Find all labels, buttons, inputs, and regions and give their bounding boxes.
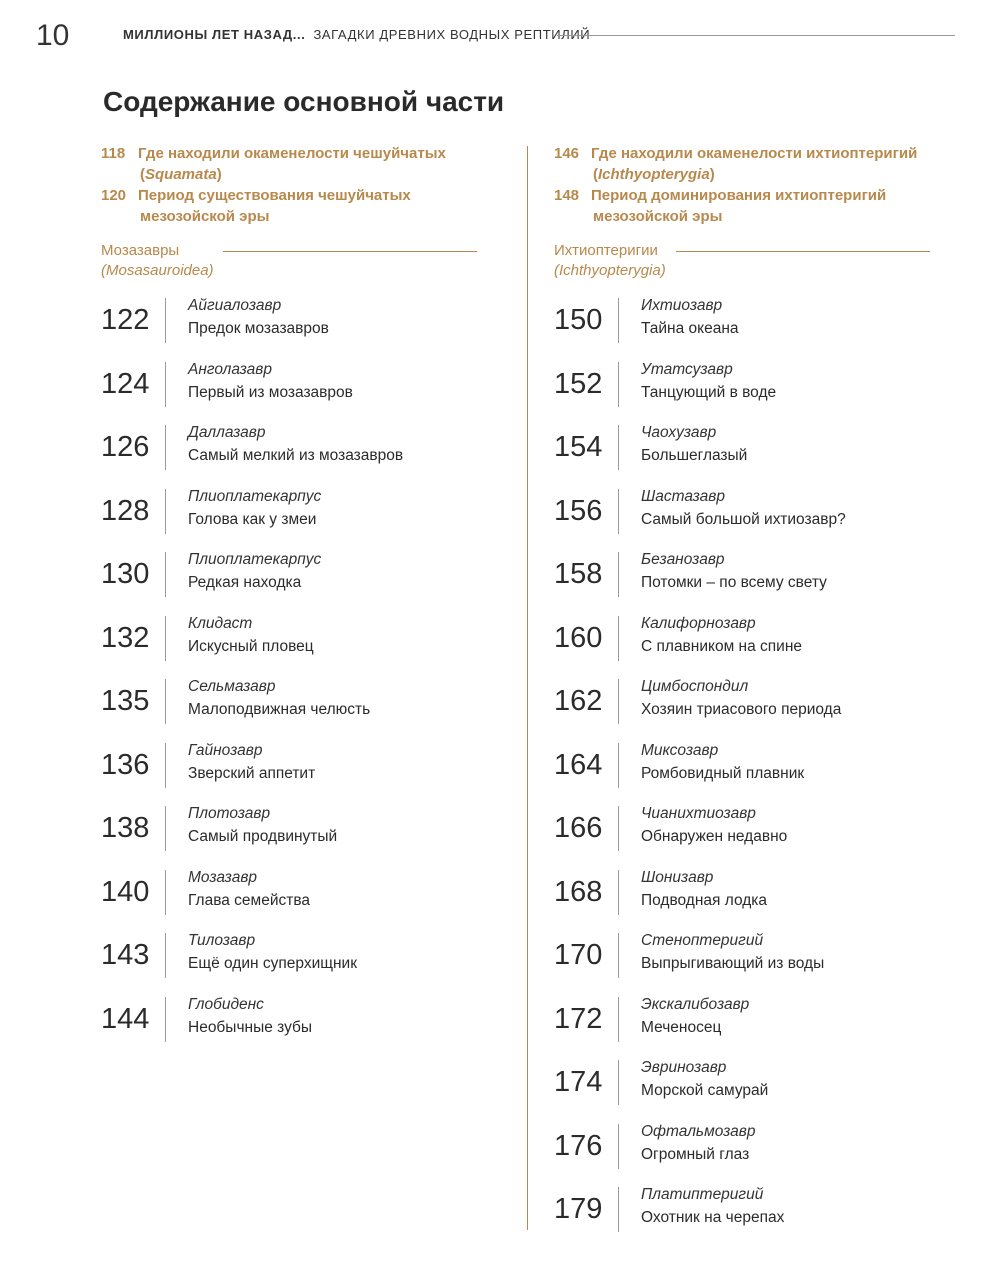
toc-entry[interactable] bbox=[554, 1186, 964, 1250]
entry-name: Плиоплатекарпус bbox=[188, 551, 322, 568]
entry-subtitle: Морской самурай bbox=[641, 1082, 769, 1099]
entry-name: Ихтиозавр bbox=[641, 297, 723, 314]
toc-entry[interactable] bbox=[554, 678, 964, 742]
intro-text-cont bbox=[554, 164, 964, 185]
entry-name: Глобиденс bbox=[188, 995, 264, 1013]
entry-page: 126 bbox=[101, 431, 150, 463]
entry-subtitle: Танцующий в воде bbox=[641, 383, 777, 401]
entry-page: 166 bbox=[554, 812, 603, 844]
toc-entry[interactable] bbox=[101, 742, 511, 806]
toc-entry[interactable] bbox=[101, 869, 511, 933]
entry-subtitle: Малоподвижная челюсть bbox=[188, 701, 371, 718]
toc-entry[interactable] bbox=[554, 488, 964, 552]
section-heading bbox=[101, 241, 511, 285]
intro-link[interactable] bbox=[554, 185, 964, 227]
entry-page: 124 bbox=[101, 367, 150, 400]
entry-divider bbox=[165, 933, 166, 978]
toc-entry[interactable] bbox=[101, 424, 511, 488]
intro-page: 120 bbox=[101, 187, 127, 204]
entry-page: 150 bbox=[554, 304, 603, 336]
toc-entry[interactable] bbox=[554, 742, 964, 806]
entry-divider bbox=[165, 870, 166, 915]
entry-name: Эвринозавр bbox=[641, 1059, 727, 1076]
entry-page: 136 bbox=[101, 748, 150, 781]
intro-link[interactable] bbox=[554, 143, 964, 185]
toc-entry[interactable] bbox=[554, 932, 964, 996]
entry-subtitle: Тайна океана bbox=[641, 320, 739, 337]
toc-entry[interactable] bbox=[101, 551, 511, 615]
entry-name: Калифорнозавр bbox=[641, 614, 756, 632]
entry-divider bbox=[165, 425, 166, 470]
section-latin: (Mosasauroidea) bbox=[101, 262, 214, 279]
entry-subtitle: Меченосец bbox=[641, 1018, 722, 1036]
entry-name: Чианихтиозавр bbox=[641, 805, 756, 822]
toc-entry[interactable] bbox=[101, 996, 511, 1060]
intro-cont-text: мезозойской эры bbox=[593, 208, 723, 225]
toc-entry[interactable] bbox=[554, 551, 964, 615]
toc-entry[interactable] bbox=[554, 1123, 964, 1187]
right-column bbox=[554, 143, 964, 1250]
intro-text: Где находили окаменелости чешуйчатых bbox=[138, 145, 446, 162]
entry-subtitle: Самый мелкий из мозазавров bbox=[188, 447, 404, 464]
intro-text: Период доминирования ихтиоптеригий bbox=[591, 187, 887, 204]
entry-divider bbox=[618, 425, 619, 470]
entry-name: Клидаст bbox=[188, 614, 253, 632]
entry-subtitle: Зверский аппетит bbox=[188, 764, 316, 782]
entry-subtitle: Ромбовидный плавник bbox=[641, 764, 805, 782]
intro-text: Период существования чешуйчатых bbox=[138, 187, 411, 204]
entry-name: Шонизавр bbox=[641, 868, 714, 886]
entry-page: 160 bbox=[554, 621, 603, 654]
entry-name: Цимбоспондил bbox=[641, 678, 749, 695]
toc-entry[interactable] bbox=[554, 424, 964, 488]
intro-cont-text: мезозойской эры bbox=[140, 208, 270, 225]
entry-page: 138 bbox=[101, 812, 150, 844]
entry-list bbox=[554, 297, 964, 1250]
entry-name: Мозазавр bbox=[188, 868, 258, 886]
toc-entry[interactable] bbox=[101, 361, 511, 425]
entry-name: Тилозавр bbox=[188, 932, 256, 949]
entry-divider bbox=[165, 489, 166, 534]
entry-divider bbox=[618, 870, 619, 915]
intro-text-cont bbox=[101, 164, 511, 185]
toc-entry[interactable] bbox=[554, 1059, 964, 1123]
entry-page: 162 bbox=[554, 685, 603, 717]
entry-divider bbox=[165, 679, 166, 724]
entry-divider bbox=[618, 933, 619, 978]
intro-links bbox=[554, 143, 964, 229]
page-title: Содержание основной части bbox=[103, 86, 505, 117]
entry-divider bbox=[165, 362, 166, 407]
intro-text-cont bbox=[554, 206, 964, 227]
book-subtitle: ЗАГАДКИ ДРЕВНИХ ВОДНЫХ РЕПТИЛИЙ bbox=[313, 27, 591, 42]
toc-entry[interactable] bbox=[101, 488, 511, 552]
entry-name: Безанозавр bbox=[641, 551, 725, 568]
entry-divider bbox=[618, 1187, 619, 1232]
entry-name: Анголазавр bbox=[188, 360, 273, 378]
toc-entry[interactable] bbox=[101, 297, 511, 361]
entry-subtitle: Редкая находка bbox=[188, 574, 302, 591]
entry-divider bbox=[618, 1124, 619, 1169]
entry-page: 164 bbox=[554, 748, 603, 781]
entry-name: Экскалибозавр bbox=[641, 995, 750, 1013]
intro-latin: Squamata bbox=[145, 166, 217, 183]
entry-subtitle: Самый продвинутый bbox=[188, 828, 338, 845]
entry-subtitle: Искусный пловец bbox=[188, 637, 314, 655]
entry-divider bbox=[618, 552, 619, 597]
entry-subtitle: Выпрыгивающий из воды bbox=[641, 955, 825, 972]
entry-name: Стеноптеригий bbox=[641, 932, 764, 949]
left-column bbox=[101, 143, 511, 1059]
entry-subtitle: Потомки – по всему свету bbox=[641, 574, 827, 591]
entry-page: 154 bbox=[554, 431, 603, 463]
entry-divider bbox=[618, 679, 619, 724]
entry-subtitle: Огромный глаз bbox=[641, 1145, 750, 1163]
entry-divider bbox=[165, 806, 166, 851]
intro-page: 146 bbox=[554, 145, 580, 162]
entry-divider bbox=[165, 552, 166, 597]
entry-page: 143 bbox=[101, 939, 150, 971]
entry-page: 172 bbox=[554, 1002, 603, 1035]
toc-entry[interactable] bbox=[554, 297, 964, 361]
entry-page: 156 bbox=[554, 494, 603, 527]
paren: ( bbox=[593, 166, 598, 183]
page-number: 10 bbox=[36, 19, 70, 52]
entry-subtitle: Хозяин триасового периода bbox=[641, 701, 842, 718]
book-title: МИЛЛИОНЫ ЛЕТ НАЗАД... bbox=[123, 27, 306, 42]
intro-page: 118 bbox=[101, 145, 126, 162]
entry-subtitle: Обнаружен недавно bbox=[641, 828, 788, 845]
section-heading bbox=[554, 241, 964, 285]
entry-subtitle: Голова как у змеи bbox=[188, 510, 317, 528]
entry-divider bbox=[618, 997, 619, 1042]
entry-name: Плиоплатекарпус bbox=[188, 487, 322, 505]
entry-name: Миксозавр bbox=[641, 741, 719, 759]
intro-page: 148 bbox=[554, 187, 580, 204]
intro-links bbox=[101, 143, 511, 229]
entry-subtitle: Ещё один суперхищник bbox=[188, 955, 357, 972]
entry-subtitle: С плавником на спине bbox=[641, 637, 803, 655]
entry-page: 158 bbox=[554, 558, 603, 590]
entry-name: Шастазавр bbox=[641, 487, 726, 505]
entry-subtitle: Большеглазый bbox=[641, 447, 748, 464]
entry-name: Чаохузавр bbox=[641, 424, 717, 441]
entry-page: 130 bbox=[101, 558, 150, 590]
entry-page: 176 bbox=[554, 1129, 603, 1162]
entry-name: Платиптеригий bbox=[641, 1186, 764, 1203]
toc-entry[interactable] bbox=[554, 615, 964, 679]
entry-name: Сельмазавр bbox=[188, 678, 276, 695]
entry-page: 152 bbox=[554, 367, 603, 400]
entry-page: 140 bbox=[101, 875, 150, 908]
toc-entry[interactable] bbox=[554, 869, 964, 933]
intro-latin: Ichthyopterygia bbox=[598, 166, 710, 183]
section-rule bbox=[223, 251, 477, 252]
entry-name: Офтальмозавр bbox=[641, 1122, 756, 1140]
entry-list bbox=[101, 297, 511, 1059]
section-rule bbox=[676, 251, 930, 252]
toc-entry[interactable] bbox=[101, 932, 511, 996]
entry-subtitle: Необычные зубы bbox=[188, 1018, 313, 1036]
entry-name: Утатсузавр bbox=[641, 360, 733, 378]
intro-link[interactable] bbox=[101, 143, 511, 185]
paren: ) bbox=[709, 166, 715, 183]
header-rule bbox=[557, 35, 955, 36]
entry-subtitle: Охотник на черепах bbox=[641, 1209, 785, 1226]
entry-subtitle: Подводная лодка bbox=[641, 891, 768, 909]
entry-name: Плотозавр bbox=[188, 805, 271, 822]
section-title: Ихтиоптеригии bbox=[554, 242, 658, 259]
entry-divider bbox=[165, 743, 166, 788]
entry-divider bbox=[618, 298, 619, 343]
section-latin: (Ichthyopterygia) bbox=[554, 262, 666, 279]
entry-divider bbox=[165, 997, 166, 1042]
paren: ) bbox=[216, 166, 222, 183]
entry-name: Айгиалозавр bbox=[188, 297, 282, 314]
entry-subtitle: Первый из мозазавров bbox=[188, 383, 353, 401]
entry-page: 132 bbox=[101, 621, 150, 654]
section-title: Мозазавры bbox=[101, 242, 180, 259]
intro-text-cont bbox=[101, 206, 511, 227]
entry-page: 179 bbox=[554, 1193, 603, 1225]
entry-page: 174 bbox=[554, 1066, 603, 1098]
paren: ( bbox=[140, 166, 145, 183]
toc-entry[interactable] bbox=[554, 996, 964, 1060]
entry-divider bbox=[618, 362, 619, 407]
entry-divider bbox=[618, 489, 619, 534]
entry-divider bbox=[618, 1060, 619, 1105]
entry-name: Даллазавр bbox=[188, 424, 266, 441]
running-head bbox=[123, 27, 590, 43]
entry-page: 168 bbox=[554, 875, 603, 908]
entry-divider bbox=[165, 616, 166, 661]
toc-entry[interactable] bbox=[101, 805, 511, 869]
entry-page: 128 bbox=[101, 494, 150, 527]
intro-text: Где находили окаменелости ихтиоптеригий bbox=[591, 145, 918, 162]
entry-subtitle: Самый большой ихтиозавр? bbox=[641, 510, 846, 528]
column-divider bbox=[527, 146, 528, 1230]
entry-page: 135 bbox=[101, 685, 150, 717]
entry-subtitle: Глава семейства bbox=[188, 891, 311, 909]
entry-divider bbox=[618, 743, 619, 788]
toc-entry[interactable] bbox=[101, 615, 511, 679]
intro-link[interactable] bbox=[101, 185, 511, 227]
entry-page: 144 bbox=[101, 1002, 150, 1035]
entry-divider bbox=[165, 298, 166, 343]
entry-name: Гайнозавр bbox=[188, 741, 263, 759]
entry-subtitle: Предок мозазавров bbox=[188, 320, 329, 337]
toc-entry[interactable] bbox=[554, 805, 964, 869]
toc-entry[interactable] bbox=[101, 678, 511, 742]
entry-divider bbox=[618, 806, 619, 851]
entry-page: 170 bbox=[554, 939, 603, 971]
entry-page: 122 bbox=[101, 304, 150, 336]
entry-divider bbox=[618, 616, 619, 661]
toc-entry[interactable] bbox=[554, 361, 964, 425]
